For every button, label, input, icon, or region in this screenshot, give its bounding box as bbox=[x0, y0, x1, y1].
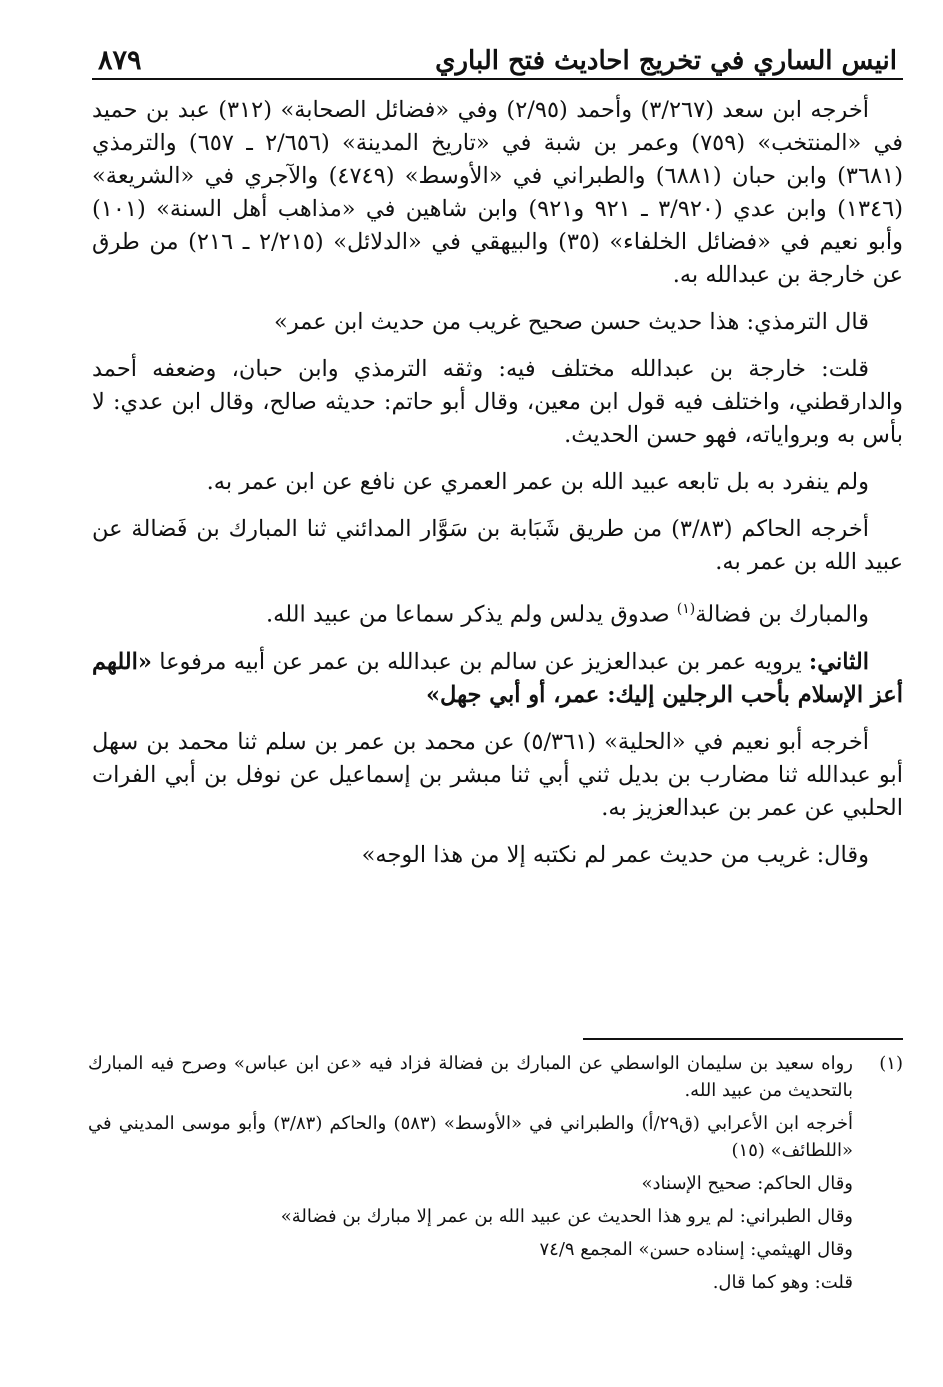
hadith-quote: «اللهم أعز الإسلام بأحب الرجلين إليك: عمر، أو أبي جهل» bbox=[92, 648, 903, 708]
paragraph: أخرجه الحاكم (٣/٨٣) من طريق شَبَابة بن سَوَّار المدائني ثنا المبارك بن فَضالة عن عبيد الله بن عمر به. bbox=[92, 516, 903, 575]
footnote-line: أخرجه ابن الأعرابي (ق٢٩/أ) والطبراني في «الأوسط» (٥٨٣) والحاكم (٣/٨٣) وأبو موسى المديني في «اللطائف» (١٥) bbox=[88, 1113, 854, 1161]
footnote-line: وقال الحاكم: صحيح الإسناد» bbox=[641, 1173, 853, 1194]
footnote-line: قلت: وهو كما قال. bbox=[712, 1272, 853, 1293]
book-title: انيس الساري في تخريج احاديث فتح الباري bbox=[435, 46, 897, 76]
paragraph: أخرجه أبو نعيم في «الحلية» (٥/٣٦١) عن محمد بن عمر بن سلم ثنا محمد بن سهل أبو عبدالله ثنا مضارب بن بديل ثني أبي ثنا مبشر بن إسماعيل عن نوفل بن أبي الفرات الحلبي عن عمر بن عبدالعزيز به. bbox=[92, 728, 903, 821]
footnote-text bbox=[88, 1050, 853, 1302]
paragraph: قلت: خارجة بن عبدالله مختلف فيه: وثقه الترمذي وابن حبان، وضعفه أحمد والدارقطني، واختلف فيه قول ابن معين، وقال أبو حاتم: حديثه صالح، وقال ابن عدي: لا بأس به وبرواياته، فهو حسن الحديث. bbox=[92, 356, 903, 448]
paragraph-text: صدوق يدلس ولم يذكر سماعا من عبيد الله. bbox=[266, 601, 677, 628]
footnote bbox=[88, 1050, 903, 1302]
page-number: ٨٧٩ bbox=[98, 45, 142, 76]
paragraph-text: يرويه عمر بن عبدالعزيز عن سالم بن عبدالله بن عمر عن أبيه مرفوعا bbox=[151, 648, 809, 675]
footnote-line: رواه سعيد بن سليمان الواسطي عن المبارك بن فضالة فزاد فيه «عن ابن عباس» وصرح فيه المبارك بالتحديث من عبيد الله. bbox=[88, 1053, 853, 1101]
footnote-marker[interactable]: (١) bbox=[676, 601, 696, 617]
paragraph: وقال: غريب من حديث عمر لم نكتبه إلا من هذا الوجه» bbox=[361, 841, 869, 868]
footnote-number: (١) bbox=[879, 1053, 903, 1074]
paragraph-mubarak bbox=[92, 593, 903, 632]
section-lead: الثاني: bbox=[808, 648, 869, 675]
paragraph-second-route bbox=[92, 646, 903, 712]
footnote-line: وقال الطبراني: لم يرو هذا الحديث عن عبيد الله بن عمر إلا مبارك بن فضالة» bbox=[280, 1206, 853, 1227]
footnote-separator bbox=[583, 1038, 903, 1040]
paragraph: أخرجه ابن سعد (٣/٢٦٧) وأحمد (٢/٩٥) وفي «فضائل الصحابة» (٣١٢) عبد بن حميد في «المنتخب» (٧٥٩) وعمر بن شبة في «تاريخ المدينة» (٢/٦٥٦ ـ ٦٥٧) والترمذي (٣٦٨١) وابن حبان (٦٨٨١) والطبراني في «الأوسط» (٤٧٤٩) والآجري في «الشريعة» (١٣٤٦) وابن عدي (٣/٩٢٠ ـ ٩٢١ و٩٢١) وابن شاهين في «مذاهب أهل السنة» (١٠١) وأبو نعيم في «فضائل الخلفاء» (٣٥) والبيهقي في «الدلائل» (٢/٢١٥ ـ ٢١٦) من طرق عن خارجة بن عبدالله به. bbox=[92, 97, 904, 288]
running-header bbox=[92, 28, 903, 80]
paragraph-text: والمبارك بن فضالة bbox=[695, 601, 869, 628]
main-text bbox=[92, 94, 903, 872]
footnotes bbox=[88, 1050, 903, 1302]
paragraph: قال الترمذي: هذا حديث حسن صحيح غريب من حديث ابن عمر» bbox=[274, 309, 869, 335]
paragraph: ولم ينفرد به بل تابعه عبيد الله بن عمر العمري عن نافع عن ابن عمر به. bbox=[206, 469, 869, 495]
footnote-line: وقال الهيثمي: إسناده حسن» المجمع ٧٤/٩ bbox=[539, 1239, 853, 1260]
